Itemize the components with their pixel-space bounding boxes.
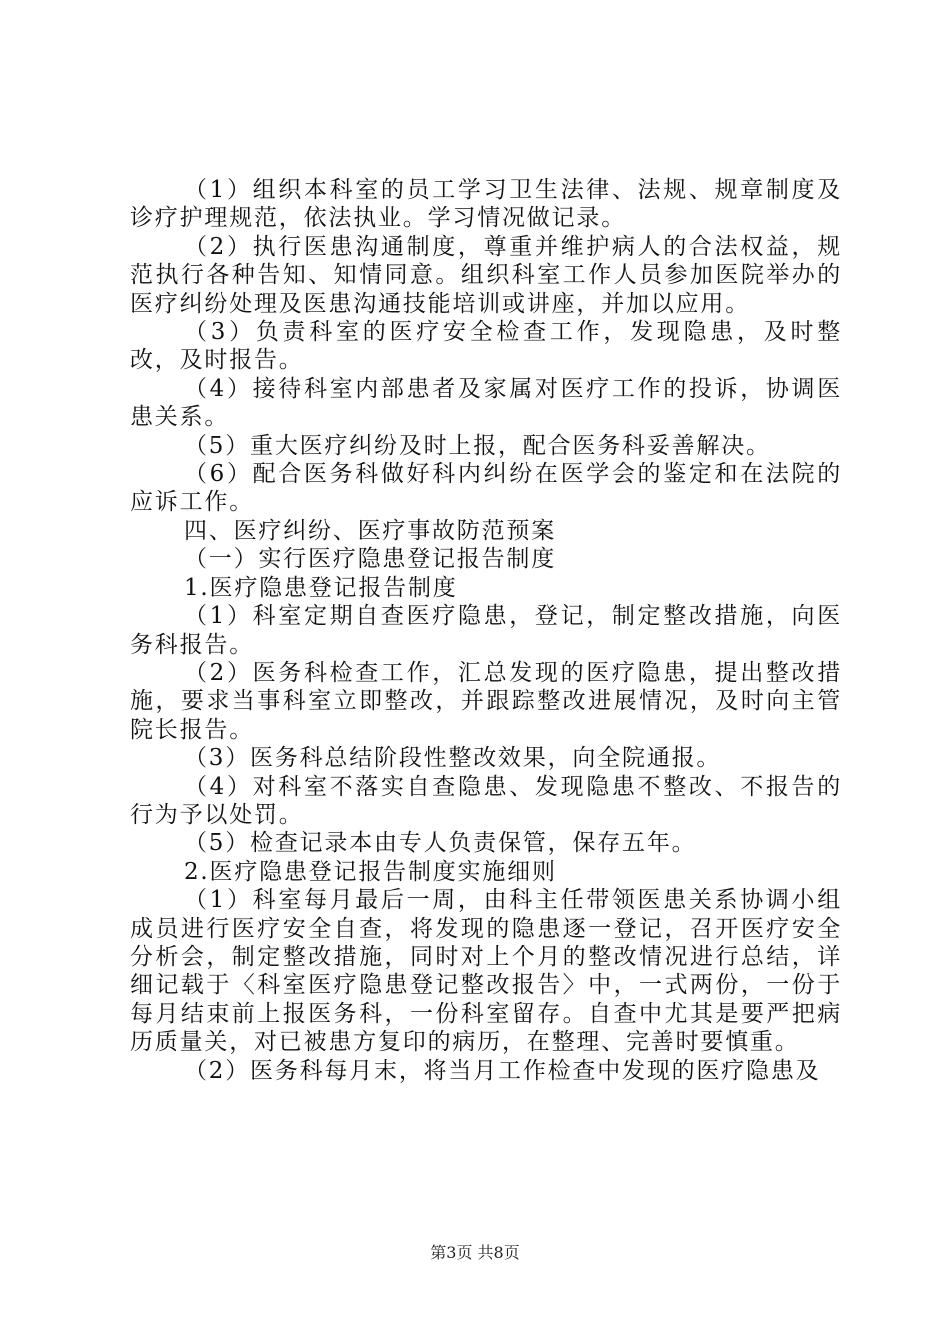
- subsection-heading: （一）实行医疗隐患登记报告制度: [184, 546, 556, 573]
- section-heading: 四、医疗纠纷、医疗事故防范预案: [184, 517, 556, 544]
- paragraph: （3）医务科总结阶段性整改效果，向全院通报。: [184, 745, 722, 772]
- paragraph: （2）执行医患沟通制度，尊重并维护病人的合法权益，规范执行各种告知、知情同意。组织科室工作人员参加医院举办的医疗纠纷处理及医患沟通技能培训或讲座，并加以应用。: [130, 233, 842, 317]
- paragraph: （3）负责科室的医疗安全检查工作，发现隐患，及时整改，及时报告。: [130, 319, 842, 374]
- paragraph: （2）医务科检查工作，汇总发现的医疗隐患，提出整改措施，要求当事科室立即整改，并跟踪整改进展情况，及时向主管院长报告。: [130, 659, 842, 743]
- paragraph: （6）配合医务科做好科内纠纷在医学会的鉴定和在法院的应诉工作。: [130, 461, 842, 516]
- paragraph: （4）接待科室内部患者及家属对医疗工作的投诉，协调医患关系。: [130, 375, 842, 431]
- paragraph: （4）对科室不落实自查隐患、发现隐患不整改、不报告的行为予以处罚。: [130, 773, 842, 828]
- paragraph: （1）科室每月最后一周，由科主任带领医患关系协调小组成员进行医疗安全自查，将发现的隐患逐一登记，召开医疗安全分析会，制定整改措施，同时对上个月的整改情况进行总结，详细记载于〈科室医疗隐患登记整改报告〉中，一式两份，一份于每月结束前上报医务科，一份科室留存。自查中尤其是要严把病历质量关，对已被患方复印的病历，在整理、完善时要慎重。: [130, 887, 842, 1056]
- paragraph: （1）组织本科室的员工学习卫生法律、法规、规章制度及诊疗护理规范，依法执业。学习情况做记录。: [130, 177, 842, 232]
- subsection-heading: 2.医疗隐患登记报告制度实施细则: [184, 858, 557, 885]
- page-number-label: 第3页 共8页: [430, 1243, 520, 1262]
- paragraph: （5）检查记录本由专人负责保管，保存五年。: [184, 830, 697, 857]
- paragraph: （5）重大医疗纠纷及时上报，配合医务科妥善解决。: [184, 432, 771, 459]
- paragraph: （1）科室定期自查医疗隐患，登记，制定整改措施，向医务科报告。: [130, 603, 842, 658]
- paragraph: （2）医务科每月末，将当月工作检查中发现的医疗隐患及: [184, 1057, 821, 1084]
- document-body: [130, 176, 842, 1085]
- page-footer: [0, 1243, 950, 1263]
- subsection-heading: 1.医疗隐患登记报告制度: [184, 574, 458, 601]
